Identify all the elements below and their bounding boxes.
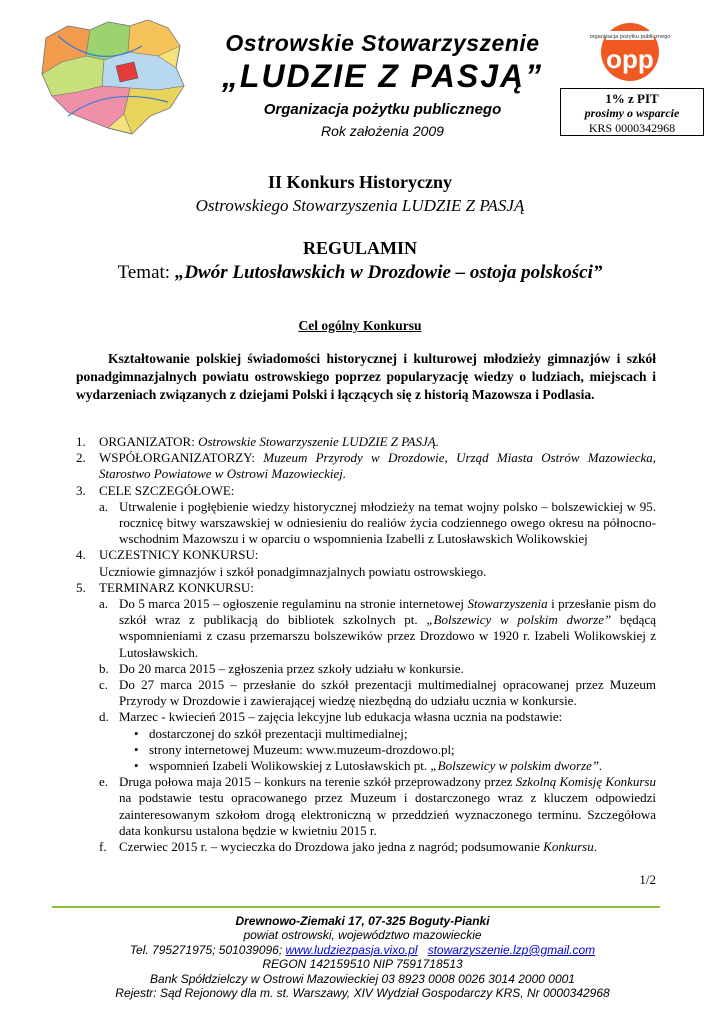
bullet-icon: • — [134, 741, 139, 757]
item-text: Uczniowie gimnazjów i szkół ponadgimnazjalnych powiatu ostrowskiego. — [99, 563, 487, 579]
mazowsze-map-image — [38, 16, 188, 136]
footer — [0, 914, 725, 1000]
opp-logo-text: organizacja pożytku publicznego — [589, 34, 671, 40]
sub-item-text: Do 5 marca 2015 – ogłoszenie regulaminu na stronie internetowej — [119, 596, 468, 612]
item-label: WSPÓŁORGANIZATORZY: — [99, 450, 264, 466]
regulamin-heading: REGULAMIN — [302, 238, 417, 258]
topic-line — [40, 262, 680, 284]
item-number: 3. — [76, 482, 86, 498]
item-number: 4. — [76, 547, 86, 563]
list-item — [76, 450, 656, 482]
contest-title: II Konkurs Historyczny — [267, 172, 453, 192]
sub-item-text: Czerwiec 2015 r. – wycieczka do Drozdowa jako jedna z nagród; podsumowanie — [119, 839, 544, 855]
sub-item-letter: d. — [99, 709, 109, 725]
list-item — [76, 483, 656, 499]
bullet-item — [76, 726, 656, 742]
founding-year: Rok założenia 2009 — [321, 123, 444, 139]
list-item — [76, 580, 656, 596]
item-label: UCZESTNICY KONKURSU: — [99, 547, 259, 563]
sub-item-letter: b. — [99, 660, 109, 676]
sub-item-text: Utrwalenie i pogłębienie wiedzy historycznej młodzieży na temat wojny polsko – bolszewickiej w 95. rocznicę bitwy warszawskiej w odniesieniu do realiów życia codziennego owego okresu na północno-wschodnim Mazowszu i w oparciu o wspomnienia Izabelli z Lutosławskich Wolikowskiej — [119, 498, 656, 547]
sub-item-text: . — [593, 839, 597, 855]
pit-support-box — [560, 88, 704, 136]
bullet-icon: • — [134, 758, 139, 774]
sub-item-letter: e. — [99, 774, 109, 790]
footer-address: Drewnowo-Ziemaki 17, 07-325 Boguty-Pianki — [235, 914, 490, 928]
sub-item — [76, 596, 656, 661]
organization-title: „LUDZIE Z PASJĄ” — [221, 58, 544, 94]
opp-logo-icon — [589, 18, 671, 82]
sub-item-text: Druga połowa maja 2015 – konkurs na terenie szkół przeprowadzony przez — [119, 774, 516, 790]
opp-logo-letters: opp — [606, 44, 654, 74]
list-item — [76, 547, 656, 579]
bullet-item — [76, 758, 656, 774]
sub-item — [76, 499, 656, 548]
item-number: 1. — [76, 434, 86, 449]
item-number: 5. — [76, 579, 86, 595]
sub-item-letter: a. — [99, 596, 109, 612]
bullet-text: strony internetowej Muzeum: www.muzeum-drozdowo.pl; — [149, 741, 455, 757]
pit-krs: KRS 0000342968 — [588, 121, 676, 135]
sub-item-text: na podstawie testu opracowanego przez Muzeum i dostarczonego wraz z kluczem odpowiedzi zainteresowanym szkołom drogą elektroniczną w przeddzień wyznaczonego terminu. Szczegółowa data konkursu ustalona będzie w kwietniu 2015 r. — [119, 790, 656, 838]
sub-item-letter: c. — [99, 677, 109, 693]
rules-list — [76, 434, 656, 855]
sub-item-text: i przesłanie pism do szkół wraz z publikacją do bibliotek szkolnych pt. — [119, 596, 656, 628]
organization-name: Ostrowskie Stowarzyszenie — [225, 30, 540, 56]
sub-item — [76, 839, 656, 855]
bullet-item — [76, 742, 656, 758]
book-title: „Bolszewicy w polskim dworze”. — [430, 758, 603, 774]
footer-region: powiat ostrowski, województwo mazowieckie — [243, 928, 482, 943]
topic-title: „Dwór Lutosławskich w Drozdowie – ostoja polskości” — [174, 262, 603, 283]
sub-item-text: Marzec - kwiecień 2015 – zajęcia lekcyjne lub edukacja własna ucznia na podstawie: — [119, 709, 563, 725]
footer-divider — [52, 906, 660, 908]
footer-contact — [0, 943, 725, 957]
sub-item-letter: f. — [99, 839, 107, 855]
pit-line-2: prosimy o wsparcie — [584, 106, 680, 120]
item-label: CELE SZCZEGÓŁOWE: — [99, 482, 235, 498]
item-number: 2. — [76, 450, 86, 466]
sub-item-italic: Szkolną Komisję Konkursu — [515, 774, 656, 790]
footer-bank: Bank Spółdzielczy w Ostrowi Mazowieckiej 03 8923 0008 0026 3014 2000 0001 — [150, 971, 575, 986]
page-number: 1/2 — [639, 872, 656, 887]
sub-item-letter: a. — [99, 498, 109, 514]
bullet-text: wspomnień Izabeli Wolikowskiej z Lutosławskich pt. — [149, 758, 431, 774]
footer-tel: Tel. 795271975; 501039096; — [129, 942, 286, 957]
sub-item — [76, 661, 656, 677]
website-link[interactable]: www.ludziezpasja.vixo.pl — [285, 942, 418, 957]
sub-item — [76, 677, 656, 709]
goal-heading: Cel ogólny Konkursu — [298, 318, 422, 333]
pit-line-1: 1% z PIT — [605, 91, 659, 106]
sub-item — [76, 774, 656, 839]
item-label: TERMINARZ KONKURSU: — [99, 579, 254, 595]
contest-subtitle: Ostrowskiego Stowarzyszenia LUDZIE Z PASJĄ — [195, 196, 525, 215]
item-text: Muzeum Przyrody w Drozdowie, Urząd Miasta Ostrów Mazowiecka, Starostwo Powiatowe w Ostrowi Mazowieckiej. — [99, 450, 656, 482]
sub-item-italic: Stowarzyszenia — [467, 596, 548, 612]
topic-label: Temat: — [117, 262, 175, 283]
bullet-icon: • — [134, 725, 139, 741]
item-text: Ostrowskie Stowarzyszenie LUDZIE Z PASJĄ. — [198, 434, 439, 449]
book-title: „Bolszewicy w polskim dworze” — [426, 612, 612, 628]
sub-item-text: Do 20 marca 2015 – zgłoszenia przez szkoły udziału w konkursie. — [119, 660, 464, 676]
list-item — [76, 434, 656, 450]
footer-regon: REGON 142159510 NIP 7591718513 — [262, 957, 463, 972]
sub-item-text: Do 27 marca 2015 – przesłanie do szkół prezentacji multimedialnej opracowanej przez Muzeum Przyrody w Drozdowie i zawierającej wiedzę niezbędną do udziału ucznia w konkursie. — [119, 677, 656, 709]
footer-registry: Rejestr: Sąd Rejonowy dla m. st. Warszawy, XIV Wydział Gospodarczy KRS, Nr 0000342968 — [115, 986, 610, 1001]
sub-item-text: będącą wspomnieniami z czasu przemarszu bolszewików przez Drozdowo w 1920 r. Izabeli Wolikowskiej z Lutosławskich. — [119, 612, 656, 660]
sub-item — [76, 709, 656, 725]
bullet-text: dostarczonej do szkół prezentacji multimedialnej; — [149, 725, 408, 741]
sub-item-italic: Konkursu — [543, 839, 594, 855]
item-label: ORGANIZATOR: — [99, 434, 199, 449]
goal-text: Kształtowanie polskiej świadomości historycznej i kulturowej młodzieży gimnazjów i szkół ponadgimnazjalnych powiatu ostrowskiego poprzez popularyzację wiedzy o ludziach, miejscach i wydarzeniach związanych z dziejami Polski i łączących się z historią Mazowsza i Podlasia. — [76, 351, 656, 402]
organization-type: Organizacja pożytku publicznego — [263, 101, 502, 118]
email-link[interactable]: stowarzyszenie.lzp@gmail.com — [427, 942, 596, 957]
